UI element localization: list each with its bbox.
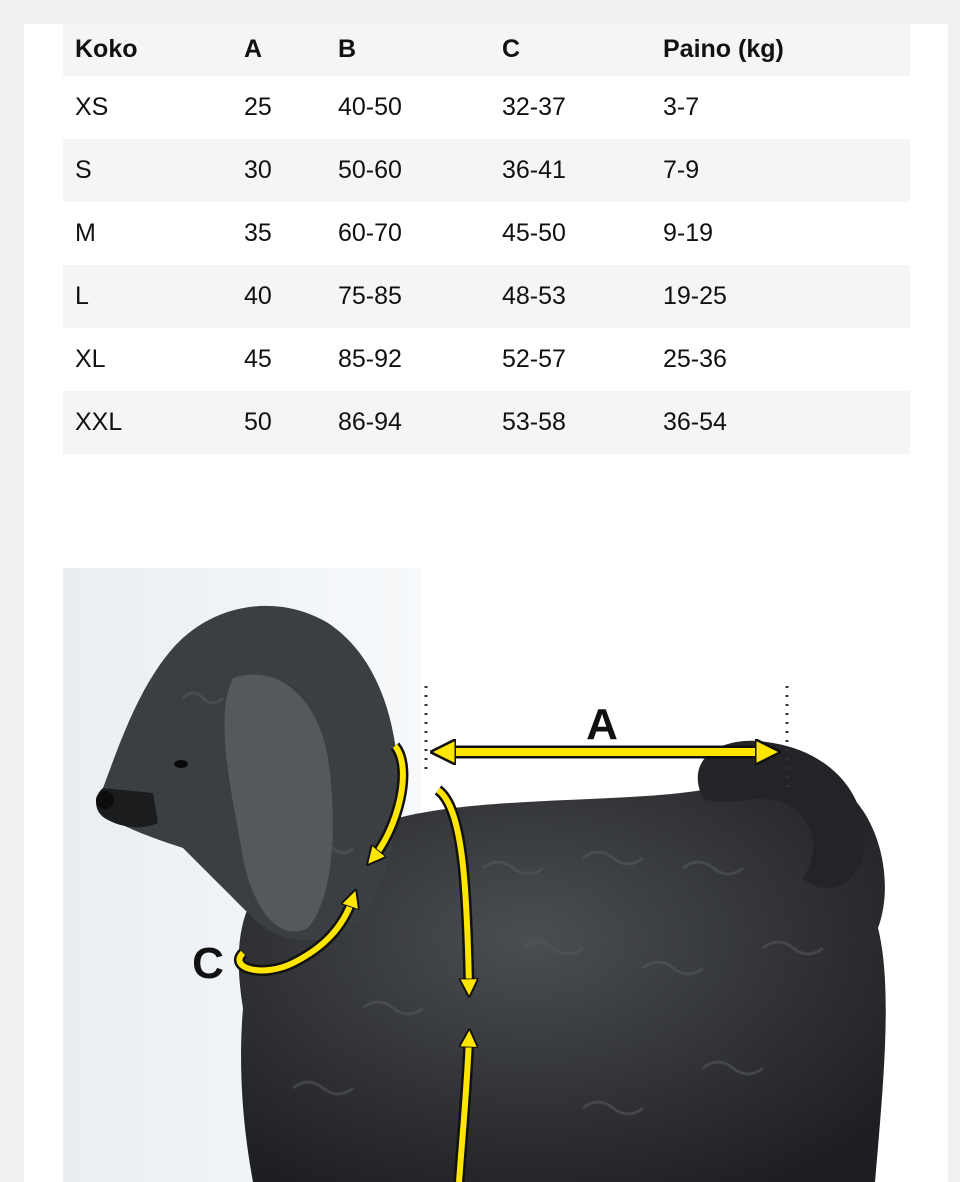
- header-c: C: [502, 34, 521, 63]
- cell-c: 32-37: [502, 93, 566, 121]
- header-paino: Paino (kg): [663, 34, 784, 63]
- table-row: [63, 202, 910, 265]
- header-b: B: [338, 34, 357, 63]
- cell-size: XXL: [75, 408, 123, 436]
- header-a: A: [244, 34, 263, 63]
- table-row: [63, 391, 910, 454]
- cell-b: 86-94: [338, 408, 402, 436]
- cell-c: 52-57: [502, 345, 566, 373]
- cell-weight: 9-19: [663, 219, 714, 247]
- label-a: A: [586, 700, 618, 749]
- header-koko: Koko: [75, 34, 138, 63]
- cell-size: XS: [75, 93, 109, 121]
- cell-size: M: [75, 219, 96, 247]
- cell-weight: 7-9: [663, 156, 700, 184]
- table-row: [63, 265, 910, 328]
- cell-b: 75-85: [338, 282, 402, 310]
- table-row: [63, 139, 910, 202]
- cell-size: L: [75, 282, 89, 310]
- cell-a: 50: [244, 408, 272, 436]
- cell-weight: 36-54: [663, 408, 727, 436]
- size-table: [63, 24, 910, 454]
- cell-size: S: [75, 156, 92, 184]
- cell-b: 40-50: [338, 93, 402, 121]
- cell-b: 60-70: [338, 219, 402, 247]
- cell-a: 45: [244, 345, 272, 373]
- dog-illustration: [63, 568, 910, 1182]
- cell-c: 45-50: [502, 219, 566, 247]
- page-content: [24, 24, 948, 1182]
- cell-weight: 3-7: [663, 93, 700, 121]
- cell-weight: 19-25: [663, 282, 727, 310]
- cell-size: XL: [75, 345, 106, 373]
- cell-weight: 25-36: [663, 345, 727, 373]
- cell-b: 50-60: [338, 156, 402, 184]
- table-row: [63, 328, 910, 391]
- table-header-row: [63, 24, 910, 76]
- cell-a: 30: [244, 156, 272, 184]
- cell-a: 25: [244, 93, 272, 121]
- cell-c: 48-53: [502, 282, 566, 310]
- dog-measurement-image: [63, 568, 910, 1182]
- cell-b: 85-92: [338, 345, 402, 373]
- cell-c: 53-58: [502, 408, 566, 436]
- cell-a: 35: [244, 219, 272, 247]
- label-c: C: [192, 939, 224, 988]
- cell-a: 40: [244, 282, 272, 310]
- table-row: [63, 76, 910, 139]
- cell-c: 36-41: [502, 156, 566, 184]
